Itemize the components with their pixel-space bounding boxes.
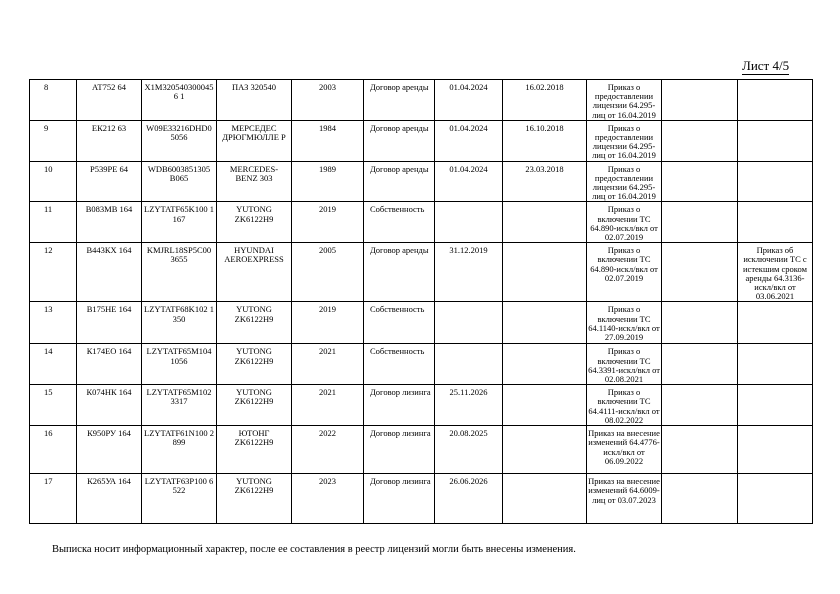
contract-end-date: 01.04.2024 (435, 161, 503, 202)
ownership-basis: Договор аренды (364, 161, 435, 202)
row-number: 11 (30, 202, 77, 243)
vehicle-model: МЕРСЕДЕС ДРЮГМЮЛЛЕ Р (217, 120, 292, 161)
registration-number: К074НК 164 (77, 385, 142, 426)
manufacture-year: 2021 (292, 385, 364, 426)
vehicle-model: YUTONG ZK6122H9 (217, 302, 292, 344)
inspection-date (503, 243, 587, 302)
note-cell (662, 474, 738, 524)
row-number: 13 (30, 302, 77, 344)
row-number: 8 (30, 80, 77, 121)
registration-number: Р539РЕ 64 (77, 161, 142, 202)
table-row (30, 243, 813, 302)
table-row (30, 80, 813, 121)
ownership-basis: Договор лизинга (364, 426, 435, 474)
table-row (30, 474, 813, 524)
registration-number: К174ЕО 164 (77, 344, 142, 385)
note-cell (662, 243, 738, 302)
table-row (30, 161, 813, 202)
note-cell (662, 202, 738, 243)
exclusion-order (738, 120, 813, 161)
contract-end-date (435, 202, 503, 243)
vehicle-model: YUTONG ZK6122H9 (217, 474, 292, 524)
table-row (30, 202, 813, 243)
footer-note: Выписка носит информационный характер, после ее составления в реестр лицензий могли быть внесены изменения. (52, 544, 576, 555)
inspection-date (503, 426, 587, 474)
vehicle-register-table (29, 79, 813, 524)
vin-number: LZYTATF65K100 1167 (142, 202, 217, 243)
registration-number: В083МВ 164 (77, 202, 142, 243)
ownership-basis: Договор аренды (364, 243, 435, 302)
manufacture-year: 2019 (292, 302, 364, 344)
row-number: 15 (30, 385, 77, 426)
note-cell (662, 302, 738, 344)
registration-number: ЕК212 63 (77, 120, 142, 161)
exclusion-order (738, 344, 813, 385)
note-cell (662, 385, 738, 426)
vehicle-model: ЮТОНГ ZK6122H9 (217, 426, 292, 474)
contract-end-date: 25.11.2026 (435, 385, 503, 426)
vin-number: X1M3205403000456 1 (142, 80, 217, 121)
vin-number: LZYTATF68K102 1350 (142, 302, 217, 344)
manufacture-year: 2003 (292, 80, 364, 121)
inspection-date (503, 385, 587, 426)
ownership-basis: Собственность (364, 344, 435, 385)
vin-number: LZYTATF61N100 2899 (142, 426, 217, 474)
exclusion-order (738, 426, 813, 474)
manufacture-year: 1984 (292, 120, 364, 161)
manufacture-year: 2022 (292, 426, 364, 474)
inclusion-order: Приказ о включении ТС 64.4111-искл/вкл от 08.02.2022 (587, 385, 662, 426)
table-row (30, 302, 813, 344)
registration-number: К265УА 164 (77, 474, 142, 524)
ownership-basis: Договор лизинга (364, 385, 435, 426)
row-number: 14 (30, 344, 77, 385)
row-number: 10 (30, 161, 77, 202)
inclusion-order: Приказ о предоставлении лицензии 64.295-лиц от 16.04.2019 (587, 161, 662, 202)
inspection-date: 16.02.2018 (503, 80, 587, 121)
row-number: 17 (30, 474, 77, 524)
note-cell (662, 120, 738, 161)
inclusion-order: Приказ о включении ТС 64.3391-искл/вкл от 02.08.2021 (587, 344, 662, 385)
exclusion-order (738, 474, 813, 524)
manufacture-year: 2005 (292, 243, 364, 302)
exclusion-order (738, 202, 813, 243)
inspection-date (503, 474, 587, 524)
inclusion-order: Приказ о предоставлении лицензии 64.295-лиц от 16.04.2019 (587, 80, 662, 121)
contract-end-date (435, 344, 503, 385)
inclusion-order: Приказ о включении ТС 64.1140-искл/вкл от 27.09.2019 (587, 302, 662, 344)
registration-number: АТ752 64 (77, 80, 142, 121)
vehicle-model: YUTONG ZK6122H9 (217, 344, 292, 385)
contract-end-date: 26.06.2026 (435, 474, 503, 524)
contract-end-date: 01.04.2024 (435, 120, 503, 161)
table-row (30, 426, 813, 474)
note-cell (662, 426, 738, 474)
row-number: 9 (30, 120, 77, 161)
manufacture-year: 2021 (292, 344, 364, 385)
inclusion-order: Приказ о включении ТС 64.890-искл/вкл от 02.07.2019 (587, 202, 662, 243)
vehicle-model: YUTONG ZK6122H9 (217, 385, 292, 426)
vehicle-model: YUTONG ZK6122H9 (217, 202, 292, 243)
note-cell (662, 80, 738, 121)
registration-number: В443КХ 164 (77, 243, 142, 302)
vin-number: LZYTATF65M104 1056 (142, 344, 217, 385)
ownership-basis: Договор аренды (364, 80, 435, 121)
inspection-date (503, 344, 587, 385)
vin-number: W09E33216DHD0 5056 (142, 120, 217, 161)
exclusion-order (738, 302, 813, 344)
exclusion-order: Приказ об исключении ТС с истекшим сроком аренды 64.3136-искл/вкл от 03.06.2021 (738, 243, 813, 302)
inclusion-order: Приказ о включении ТС 64.890-искл/вкл от 02.07.2019 (587, 243, 662, 302)
vin-number: LZYTATF63P100 6522 (142, 474, 217, 524)
exclusion-order (738, 385, 813, 426)
manufacture-year: 2019 (292, 202, 364, 243)
manufacture-year: 2023 (292, 474, 364, 524)
registration-number: В175НЕ 164 (77, 302, 142, 344)
vin-number: KMJRL18SP5C00 3655 (142, 243, 217, 302)
note-cell (662, 161, 738, 202)
vehicle-model: HYUNDAI AEROEXPRESS (217, 243, 292, 302)
vin-number: LZYTATF65M102 3317 (142, 385, 217, 426)
manufacture-year: 1989 (292, 161, 364, 202)
exclusion-order (738, 161, 813, 202)
vin-number: WDB6003851305 B065 (142, 161, 217, 202)
inclusion-order: Приказ о предоставлении лицензии 64.295-лиц от 16.04.2019 (587, 120, 662, 161)
contract-end-date: 01.04.2024 (435, 80, 503, 121)
table-row (30, 344, 813, 385)
contract-end-date: 31.12.2019 (435, 243, 503, 302)
contract-end-date: 20.08.2025 (435, 426, 503, 474)
row-number: 16 (30, 426, 77, 474)
inclusion-order: Приказ на внесение изменений 64.6009-лиц от 03.07.2023 (587, 474, 662, 524)
ownership-basis: Собственность (364, 302, 435, 344)
inspection-date (503, 202, 587, 243)
sheet-number: Лист 4/5 (742, 58, 790, 73)
registration-number: К950РУ 164 (77, 426, 142, 474)
vehicle-model: MERCEDES-BENZ 303 (217, 161, 292, 202)
inspection-date: 16.10.2018 (503, 120, 587, 161)
note-cell (662, 344, 738, 385)
vehicle-model: ПАЗ 320540 (217, 80, 292, 121)
ownership-basis: Договор лизинга (364, 474, 435, 524)
contract-end-date (435, 302, 503, 344)
inspection-date: 23.03.2018 (503, 161, 587, 202)
ownership-basis: Договор аренды (364, 120, 435, 161)
inclusion-order: Приказ на внесение изменений 64.4776-искл/вкл от 06.09.2022 (587, 426, 662, 474)
table-row (30, 385, 813, 426)
table-row (30, 120, 813, 161)
inspection-date (503, 302, 587, 344)
row-number: 12 (30, 243, 77, 302)
exclusion-order (738, 80, 813, 121)
ownership-basis: Собственность (364, 202, 435, 243)
